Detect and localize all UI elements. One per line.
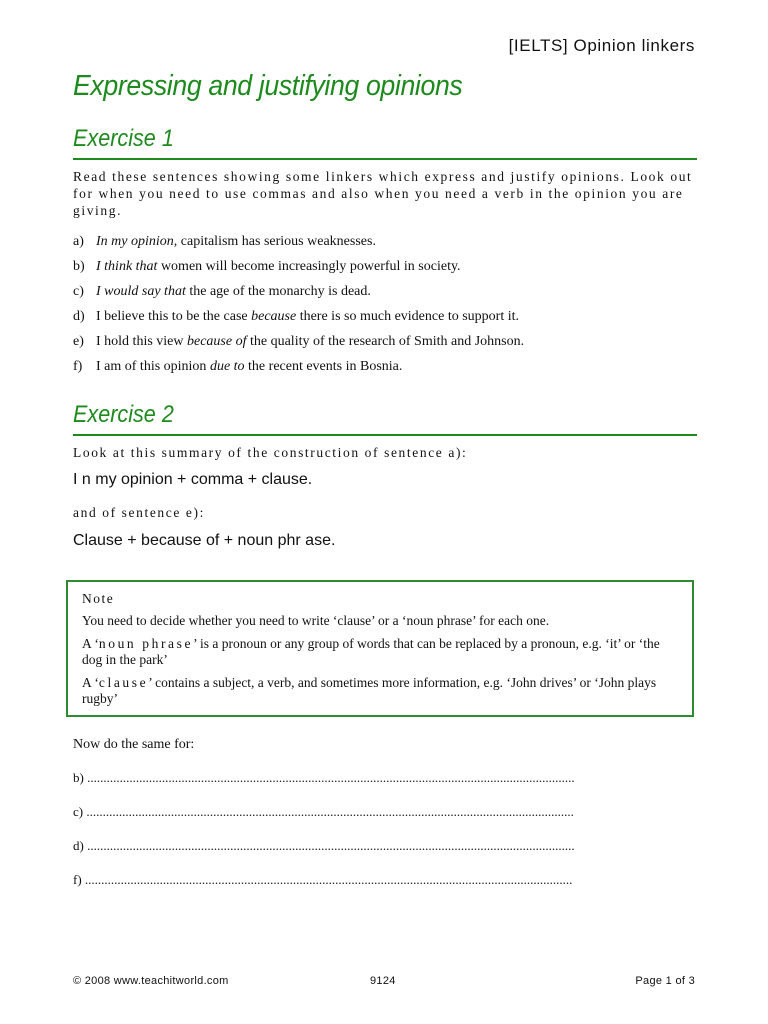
sentence-item-c: c) I would say that the age of the monarchy is dead. [73, 284, 371, 299]
page-title: Expressing and justifying opinions [73, 70, 463, 102]
footer-resource-code: 9124 [370, 975, 396, 987]
exercise-2-divider [73, 434, 697, 436]
answer-line-b[interactable]: b) ...................................................................................................................................................... [73, 770, 575, 785]
exercise-1-heading: Exercise 1 [73, 125, 174, 152]
clause-term: clause [98, 675, 149, 690]
answer-line-c[interactable]: c) ...................................................................................................................................................... [73, 804, 574, 819]
sentence-item-a: a) In my opinion, capitalism has serious weaknesses. [73, 234, 376, 249]
note-title: Note [82, 591, 115, 606]
exercise-1-divider [73, 158, 697, 160]
exercise-2-mid-text: and of sentence e): [73, 505, 205, 520]
footer-copyright: © 2008 www.teachitworld.com [73, 975, 229, 987]
sentence-item-d: d) I believe this to be the case because there is so much evidence to support it. [73, 309, 519, 324]
note-paragraph-3: A ‘clause’ contains a subject, a verb, and sometimes more information, e.g. ‘John drives’ or ‘John plays rugby’ [82, 675, 657, 706]
practice-intro: Now do the same for: [73, 737, 195, 752]
noun-phrase-term: noun phrase [98, 636, 194, 651]
exercise-2-intro: Look at this summary of the construction of sentence a): [73, 445, 468, 460]
sentence-item-f: f) I am of this opinion due to the recent events in Bosnia. [73, 359, 403, 374]
sentence-item-e: e) I hold this view because of the quality of the research of Smith and Johnson. [73, 334, 525, 349]
document-header-tag: [IELTS] Opinion linkers [508, 36, 695, 55]
answer-line-f[interactable]: f) ...................................................................................................................................................... [73, 872, 573, 887]
note-box [66, 580, 694, 717]
answer-line-d[interactable]: d) ...................................................................................................................................................... [73, 838, 575, 853]
formula-sentence-e: Clause + because of + noun phr ase. [73, 532, 336, 549]
note-paragraph-2: A ‘noun phrase’ is a pronoun or any group of words that can be replaced by a pronoun, e.g. ‘it’ or ‘the dog in the park’ [82, 636, 660, 667]
note-paragraph-1: You need to decide whether you need to write ‘clause’ or a ‘noun phrase’ for each one. [82, 613, 550, 628]
formula-sentence-a: I n my opinion + comma + clause. [73, 471, 313, 488]
sentence-item-b: b) I think that women will become increasingly powerful in society. [73, 259, 461, 274]
exercise-2-heading: Exercise 2 [73, 401, 174, 428]
exercise-1-sentence-list [73, 233, 701, 383]
footer-page-number: Page 1 of 3 [635, 975, 695, 987]
exercise-1-intro: Read these sentences showing some linkers which express and justify opinions. Look out for when you need to use commas and also when you need a verb in the opinion you are giving. [73, 169, 693, 218]
